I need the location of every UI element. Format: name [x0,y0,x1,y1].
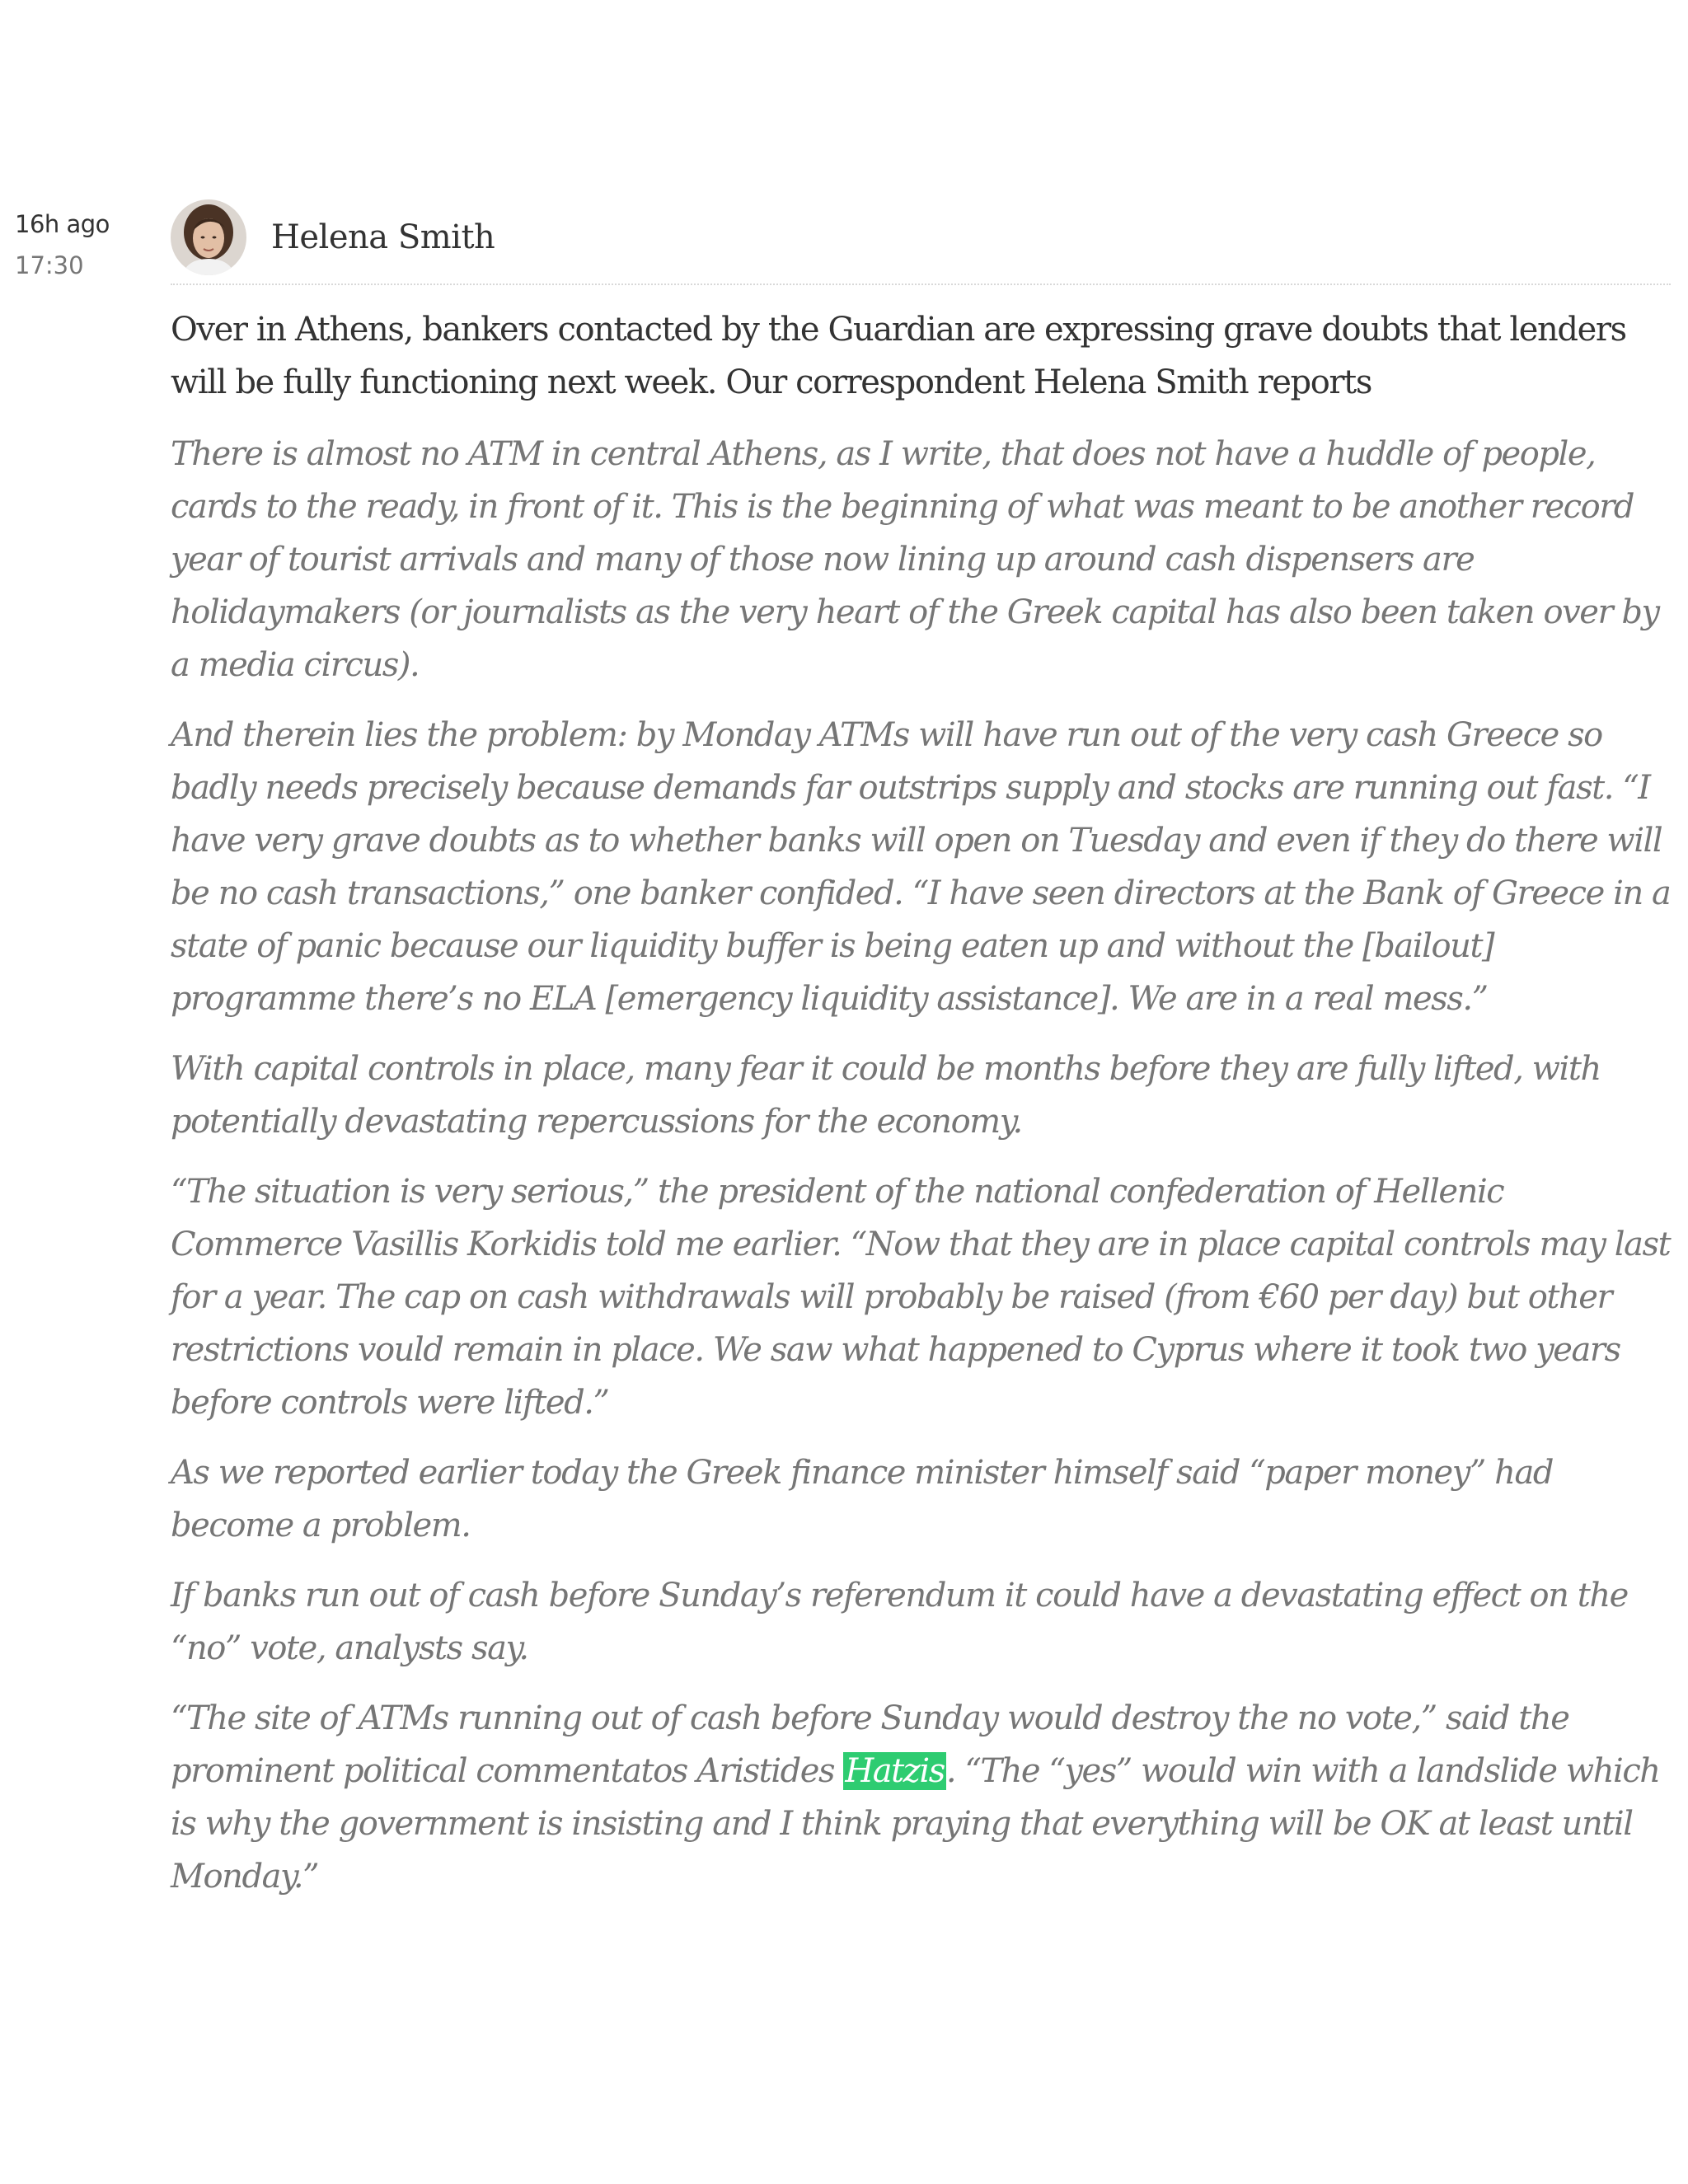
quote-text: . “The “yes” would win with a landslide which is why the government is insisting and I think praying that everything will be OK at least until Monday.” [171,1752,1660,1896]
avatar-photo-icon [171,199,246,275]
live-blog-entry [171,196,1671,1920]
lead-paragraph: Over in Athens, bankers contacted by the Guardian are expressing grave doubts that lenders will be fully functioning next week. Our correspondent Helena Smith reports [171,311,1626,401]
quote-paragraph: If banks run out of cash before Sunday’s referendum it could have a devastating effect on the “no” vote, analysts say. [171,1577,1628,1667]
quote-paragraph: As we reported earlier today the Greek finance minister himself said “paper money” had become a problem. [171,1454,1554,1544]
time-ago[interactable]: 16h ago [15,210,110,238]
post-timestamp[interactable] [15,206,163,288]
quote-paragraph [171,1692,1671,1903]
quote-paragraph: “The situation is very serious,” the president of the national confederation of Hellenic Commerce Vasillis Korkidis told me earlier. “Now that they are in place capital controls may last for a year. The cap on cash withdrawals will probably be raised (from €60 per day) but other restrictions vould remain in place. We saw what happened to Cyprus where it took two years before controls were lifted.” [171,1173,1671,1422]
quote-paragraph: With capital controls in place, many fear it could be months before they are fully lifted, with potentially devastating repercussions for the economy. [171,1050,1601,1141]
time-of-day: 17:30 [15,251,84,279]
blockquote [171,428,1671,1903]
quote-paragraph: And therein lies the problem: by Monday ATMs will have run out of the very cash Greece so badly needs precisely because demands far outstrips supply and stocks are running out fast. “I have very grave doubts as to whether banks will open on Tuesday and even if they do there will be no cash transactions,” one banker confided. “I have seen directors at the Bank of Greece in a state of panic because our liquidity buffer is being eaten up and without the [bailout] programme there’s no ELA [emergency liquidity assistance]. We are in a real mess.” [171,716,1671,1018]
byline [171,196,1671,279]
author-name[interactable]: Helena Smith [271,218,495,256]
quote-paragraph: There is almost no ATM in central Athens, as I write, that does not have a huddle of people, cards to the ready, in front of it. This is the beginning of what was meant to be another record year of tourist arrivals and many of those now lining up around cash dispensers are holidaymakers (or journalists as the very heart of the Greek capital has also been taken over by a media circus). [171,435,1659,684]
quote-text: “The site of ATMs running out of cash before Sunday would destroy the no vote,” said the prominent political commentatos Aristides [171,1699,1569,1790]
author-avatar [171,199,246,275]
byline-divider [171,284,1671,285]
highlighted-word[interactable]: Hatzis [845,1752,945,1790]
